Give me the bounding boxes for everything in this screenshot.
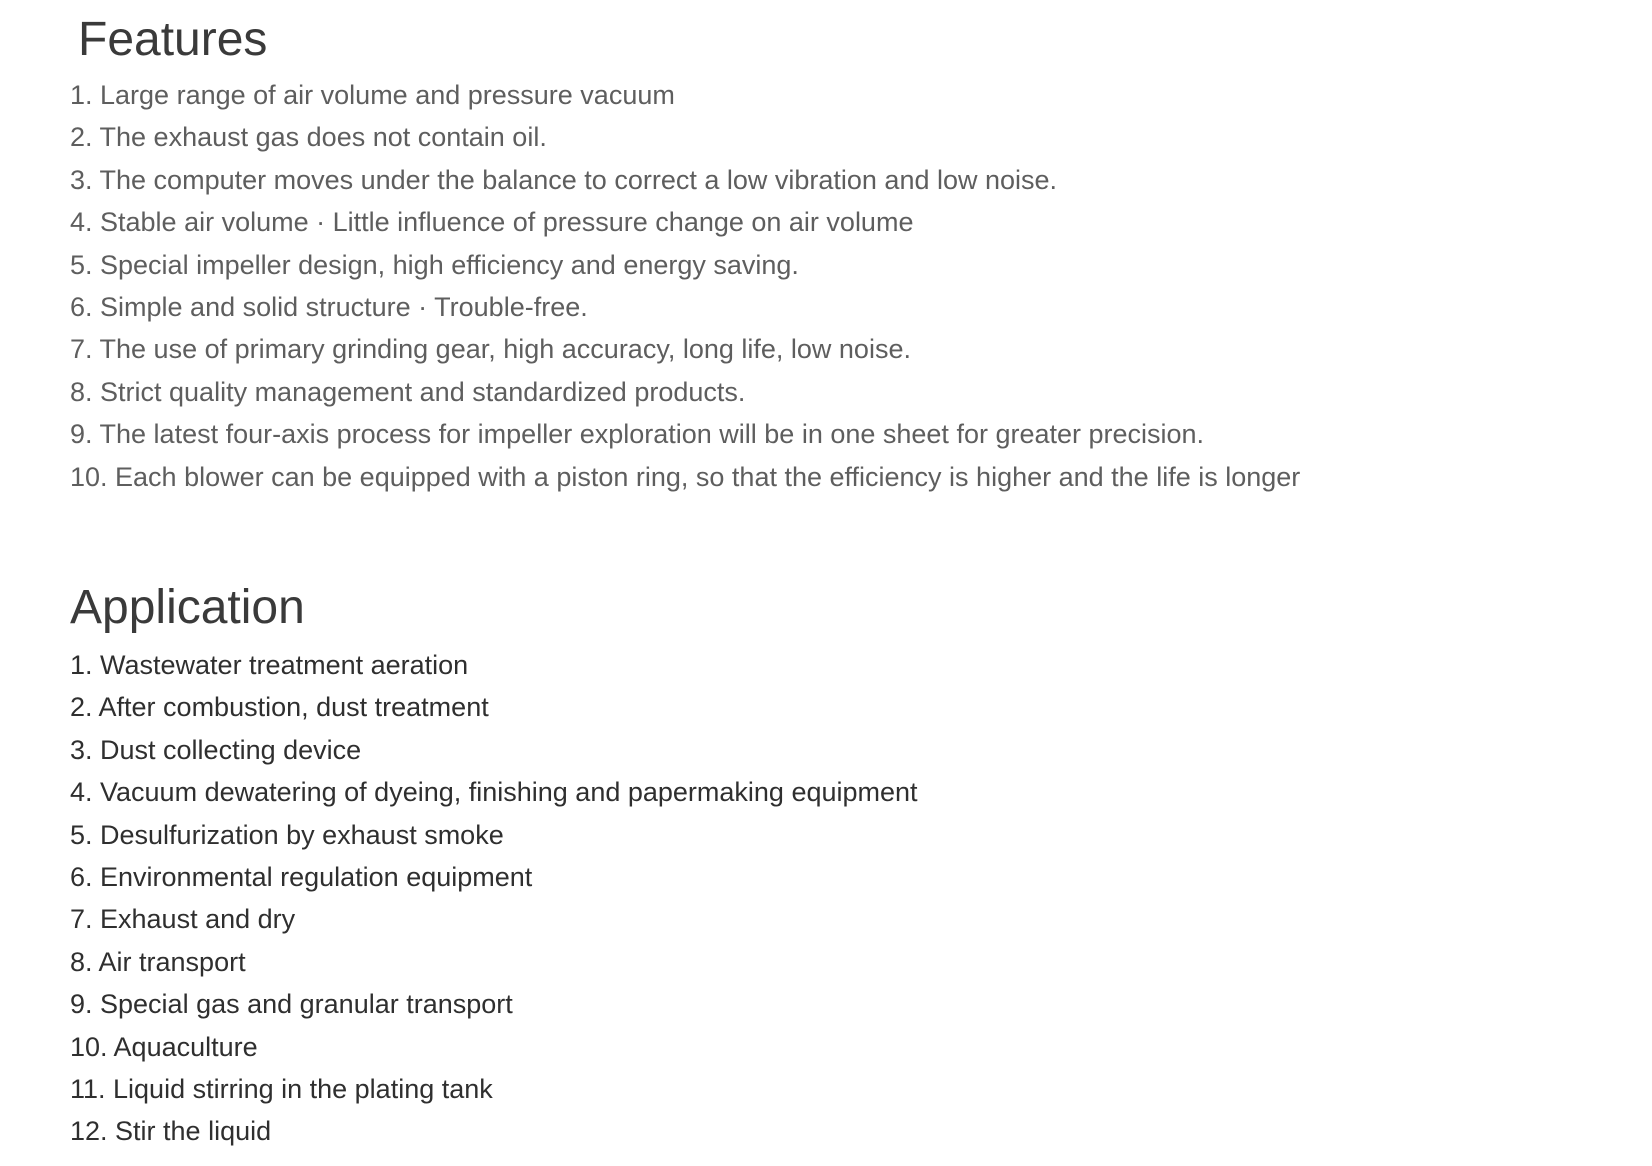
- application-item: 3. Dust collecting device: [70, 734, 362, 765]
- application-item: 9. Special gas and granular transport: [70, 989, 513, 1020]
- feature-item: 1. Large range of air volume and pressure vacuum: [70, 80, 675, 110]
- application-item: 6. Environmental regulation equipment: [70, 861, 533, 892]
- features-heading: Features: [78, 13, 268, 66]
- application-item: 4. Vacuum dewatering of dyeing, finishing and papermaking equipment: [70, 777, 918, 808]
- application-item: 7. Exhaust and dry: [70, 904, 296, 935]
- application-list: [70, 644, 1610, 1153]
- features-list: [70, 74, 1610, 498]
- feature-item: 9. The latest four-axis process for impeller exploration will be in one sheet for greater precision.: [70, 419, 1205, 450]
- application-heading: Application: [70, 581, 305, 634]
- feature-item: 6. Simple and solid structure · Trouble-free.: [70, 291, 588, 322]
- feature-item: 5. Special impeller design, high efficiency and energy saving.: [70, 249, 799, 280]
- features-section: [70, 10, 1610, 498]
- application-item: 2. After combustion, dust treatment: [70, 692, 489, 723]
- feature-item: 2. The exhaust gas does not contain oil.: [70, 122, 547, 153]
- application-item: 11. Liquid stirring in the plating tank: [70, 1073, 493, 1104]
- feature-item: 8. Strict quality management and standardized products.: [70, 376, 746, 407]
- application-section: [70, 578, 1610, 1153]
- application-item: 10. Aquaculture: [70, 1031, 258, 1062]
- application-item: 8. Air transport: [70, 946, 246, 977]
- feature-item: 7. The use of primary grinding gear, high accuracy, long life, low noise.: [70, 334, 911, 365]
- application-item: 5. Desulfurization by exhaust smoke: [70, 819, 504, 850]
- application-item: 12. Stir the liquid: [70, 1116, 272, 1147]
- feature-item: 3. The computer moves under the balance to correct a low vibration and low noise.: [70, 164, 1058, 195]
- feature-item: 4. Stable air volume · Little influence of pressure change on air volume: [70, 207, 914, 238]
- application-item: 1. Wastewater treatment aeration: [70, 650, 469, 680]
- feature-item: 10. Each blower can be equipped with a piston ring, so that the efficiency is higher and the life is longer: [70, 461, 1301, 492]
